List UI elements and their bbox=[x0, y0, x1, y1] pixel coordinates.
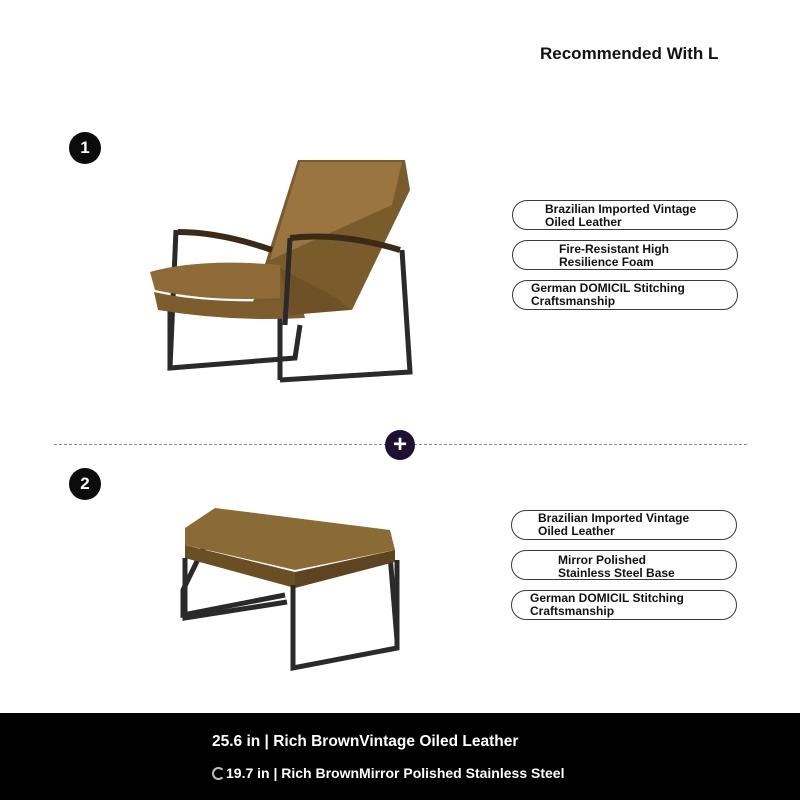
product-number-badge: 1 bbox=[69, 132, 101, 164]
page-title: Recommended With L bbox=[540, 44, 719, 63]
feature-pill: German DOMICIL Stitching Craftsmanship bbox=[512, 280, 738, 310]
spec-line-1: 25.6 in | Rich BrownVintage Oiled Leather bbox=[212, 733, 519, 750]
feature-pill: Brazilian Imported Vintage Oiled Leather bbox=[512, 200, 738, 230]
spec-line-2-row bbox=[212, 765, 564, 781]
product-number-badge: 2 bbox=[69, 468, 101, 500]
plus-icon: + bbox=[385, 430, 415, 460]
feature-pill: Mirror Polished Stainless Steel Base bbox=[511, 550, 737, 580]
armchair-image bbox=[140, 150, 430, 390]
feature-pill: Brazilian Imported Vintage Oiled Leather bbox=[511, 510, 737, 540]
feature-pill: German DOMICIL Stitching Craftsmanship bbox=[511, 590, 737, 620]
ottoman-image bbox=[175, 500, 405, 675]
spec-footer bbox=[0, 713, 800, 800]
spec-line-2: 19.7 in | Rich BrownMirror Polished Stainless Steel bbox=[226, 765, 565, 781]
loading-icon bbox=[212, 767, 225, 780]
feature-pill: Fire-Resistant High Resilience Foam bbox=[512, 240, 738, 270]
